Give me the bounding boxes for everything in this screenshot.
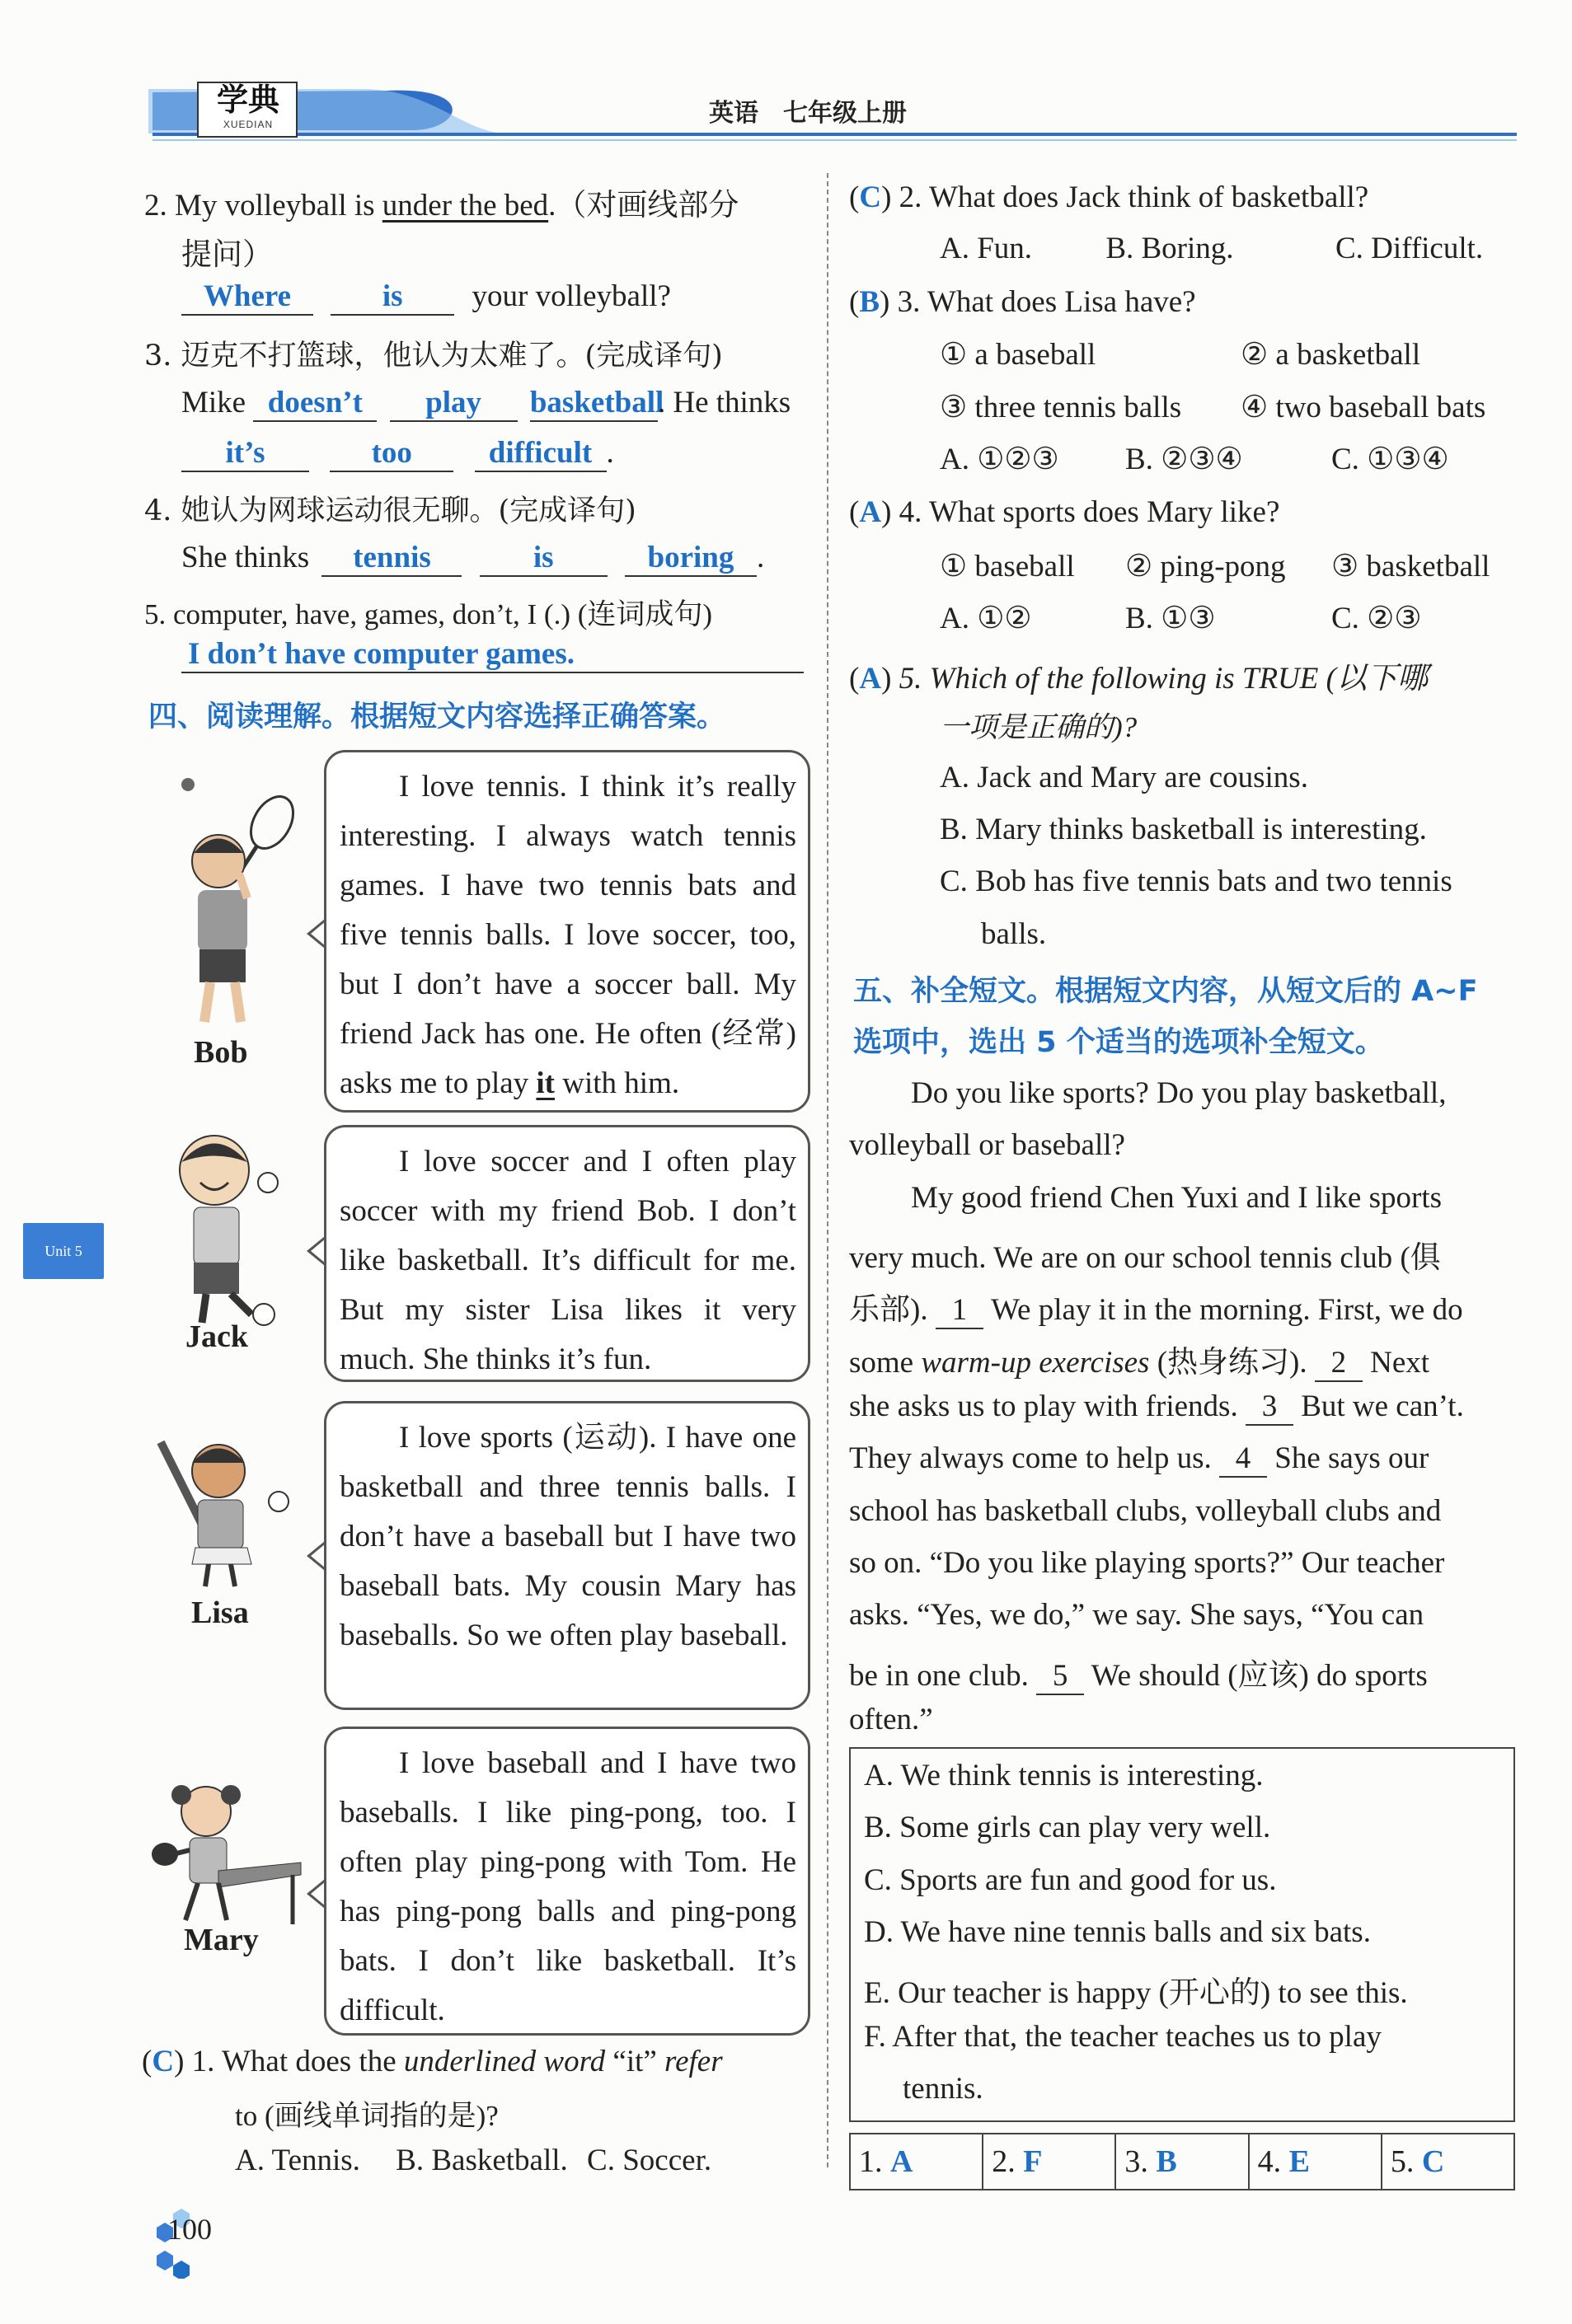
answer-blank: tennis	[321, 541, 462, 577]
bob-illustration	[165, 766, 305, 1038]
mary-illustration	[144, 1772, 309, 1928]
answer-cell: 2. F	[983, 2134, 1116, 2189]
answer-blank: is	[331, 280, 454, 316]
cloze-blank: 4	[1219, 1442, 1267, 1478]
answer-cell: 4. E	[1250, 2134, 1382, 2189]
unit-tab: Unit 5	[23, 1223, 104, 1279]
answer-blank: too	[330, 437, 453, 472]
subject-title: 英语 七年级上册	[709, 99, 907, 128]
choice-answer: A	[859, 662, 882, 696]
person-name-bob: Bob	[194, 1035, 248, 1070]
answer-cell: 3. B	[1116, 2134, 1249, 2189]
answer-cell: 5. C	[1390, 2144, 1445, 2179]
answer-table	[849, 2133, 1515, 2190]
brand-logo: 学典 XUEDIAN	[216, 81, 279, 130]
choice-answer: B	[859, 285, 880, 319]
lisa-illustration	[144, 1417, 301, 1591]
header-banner	[0, 0, 1572, 157]
person-name-jack: Jack	[185, 1319, 248, 1354]
cloze-blank: 3	[1246, 1390, 1293, 1426]
choice-answer: C	[152, 2045, 175, 2078]
page-header	[0, 0, 1572, 157]
section-5-title-line2: 选项中，选出 5 个适当的选项补全短文。	[853, 1026, 1384, 1059]
page-number: 100	[167, 2213, 212, 2246]
answer-blank: play	[390, 387, 518, 422]
column-divider	[827, 173, 828, 2167]
choice-answer: A	[859, 495, 882, 529]
jack-illustration	[161, 1121, 293, 1327]
answer-blank: is	[480, 541, 608, 577]
cloze-blank: 5	[1036, 1660, 1084, 1695]
choice-answer: C	[859, 180, 882, 214]
answer-blank: it’s	[181, 437, 309, 472]
answer-line: I don’t have computer games.	[181, 636, 804, 673]
section-4-title: 四、阅读理解。根据短文内容选择正确答案。	[148, 700, 726, 733]
cloze-blank: 1	[936, 1294, 983, 1329]
answer-blank: basketball	[530, 387, 658, 422]
answer-blank: difficult	[475, 437, 607, 472]
answer-blank: doesn’t	[253, 387, 377, 422]
answer-cell: 1. A	[851, 2134, 983, 2189]
section-5-title-line1: 五、补全短文。根据短文内容，从短文后的 A~F	[853, 975, 1478, 1008]
answer-blank: boring	[625, 541, 757, 577]
answer-blank: Where	[181, 280, 313, 316]
person-name-mary: Mary	[184, 1923, 259, 1957]
person-name-lisa: Lisa	[191, 1595, 249, 1630]
cloze-blank: 2	[1315, 1347, 1363, 1382]
